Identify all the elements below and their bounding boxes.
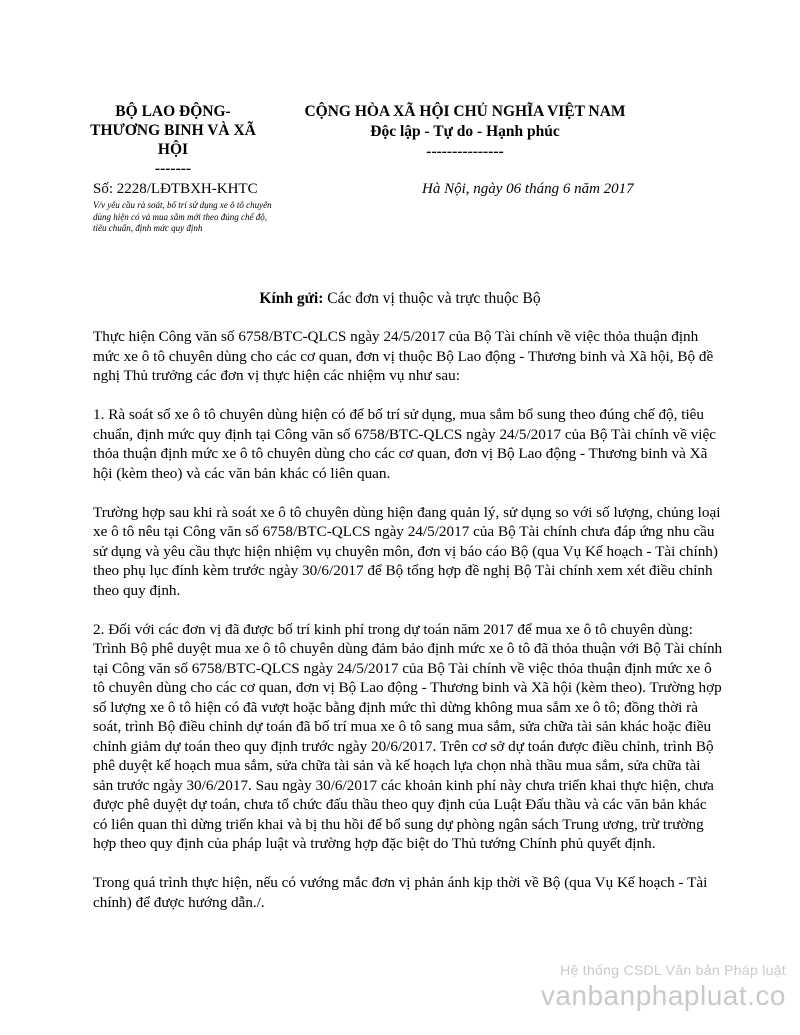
document-date: Hà Nội, ngày 06 tháng 6 năm 2017 [422, 181, 634, 197]
body-paragraph: 1. Rà soát số xe ô tô chuyên dùng hiện có để bố trí sử dụng, mua sắm bổ sung theo đúng chế độ, tiêu chuẩn, định mức quy định tại Công văn số 6758/BTC-QLCS ngày 24/5/2017 của Bộ Tài chính về việc thỏa thuận định mức xe ô tô chuyên dùng cho các cơ quan, đơn vị Bộ Lao động - Thương binh và Xã hội (kèm theo) và các văn bản khác có liên quan. [93, 406, 716, 482]
body-paragraph: 2. Đối với các đơn vị đã được bố trí kinh phí trong dự toán năm 2017 để mua xe ô tô chuyên dùng: Trình Bộ phê duyệt mua xe ô tô chuyên dùng đảm bảo định mức xe ô tô đã thỏa thuận với Bộ Tài chính tại Công văn số 6758/BTC-QLCS ngày 24/5/2017 của Bộ Tài chính về việc thỏa thuận định mức xe ô tô chuyên dùng cho các cơ quan, đơn vị Bộ Lao động - Thương binh và Xã hội (kèm theo). Trường hợp số lượng xe ô tô hiện có đã vượt hoặc bằng định mức thì dừng không mua sắm xe ô tô; đồng thời rà soát, trình Bộ điều chỉnh dự toán đã bố trí mua xe ô tô sang mua sắm, sửa chữa tài sản khác hoặc điều chỉnh giảm dự toán theo quy định trước ngày 20/6/2017. Trên cơ sở dự toán được điều chỉnh, trình Bộ phê duyệt kế hoạch mua sắm, sửa chữa tài sản và kế hoạch lựa chọn nhà thầu mua sắm, sửa chữa tài sản trước ngày 30/6/2017. Sau ngày 30/6/2017 các khoản kinh phí này chưa triển khai thực hiện, chưa được phê duyệt dự toán, chưa tổ chức đấu thầu theo quy định của Luật Đấu thầu và các văn bản khác có liên quan thì dừng triển khai và bị thu hồi để bổ sung dự phòng ngân sách Trung ương, trừ trường hợp theo quy định của pháp luật và trường hợp đặc biệt do Thủ tướng Chính phủ quyết định. [93, 620, 723, 852]
agency-line: HỘI [157, 141, 189, 158]
salutation [0, 290, 800, 308]
salutation-recipients: Các đơn vị thuộc và trực thuộc Bộ [323, 290, 541, 307]
agency-line: THƯƠNG BINH VÀ XÃ [90, 122, 256, 139]
watermark-caption: Hệ thống CSDL Văn bản Pháp luật [560, 962, 786, 978]
body-paragraph: Thực hiện Công văn số 6758/BTC-QLCS ngày 24/5/2017 của Bộ Tài chính về việc thỏa thuận định mức xe ô tô chuyên dùng cho các cơ quan, đơn vị thuộc Bộ Lao động - Thương binh và Xã hội, Bộ đề nghị Thủ trưởng các đơn vị thực hiện các nhiệm vụ như sau: [93, 328, 714, 384]
salutation-label: Kính gửi: [259, 290, 324, 307]
agency-rule: ------- [154, 160, 192, 177]
watermark [541, 962, 786, 1012]
motto-rule: --------------- [426, 143, 504, 160]
body-paragraph: Trường hợp sau khi rà soát xe ô tô chuyên dùng hiện đang quản lý, sử dụng so với số lượng, chủng loại xe ô tô nêu tại Công văn số 6758/BTC-QLCS ngày 24/5/2017 của Bộ Tài chính chưa đáp ứng nhu cầu sử dụng và yêu cầu thực hiện nhiệm vụ chuyên môn, đơn vị báo cáo Bộ (qua Vụ Kế hoạch - Tài chính) theo phụ lục đính kèm trước ngày 30/6/2017 để Bộ tổng hợp đề nghị Bộ Tài chính xem xét điều chỉnh theo quy định. [93, 503, 721, 599]
document-number: Số: 2228/LĐTBXH-KHTC [93, 181, 258, 197]
agency-line: BỘ LAO ĐỘNG- [115, 103, 231, 120]
watermark-site: vanbanphapluat.co [540, 980, 786, 1011]
republic-title: CỘNG HÒA XÃ HỘI CHỦ NGHĨA VIỆT NAM [304, 103, 626, 120]
issuing-agency [78, 102, 268, 178]
body-paragraph: Trong quá trình thực hiện, nếu có vướng mắc đơn vị phản ánh kịp thời về Bộ (qua Vụ Kế hoạch - Tài chính) để được hướng dẫn./. [93, 874, 708, 911]
document-body [93, 327, 723, 932]
national-header [280, 102, 650, 162]
motto: Độc lập - Tự do - Hạnh phúc [370, 123, 560, 140]
document-subject: V/v yêu cầu rà soát, bố trí sử dụng xe ô tô chuyên dùng hiện có và mua sắm mới theo đúng chế độ, tiêu chuẩn, định mức quy định [93, 200, 272, 234]
